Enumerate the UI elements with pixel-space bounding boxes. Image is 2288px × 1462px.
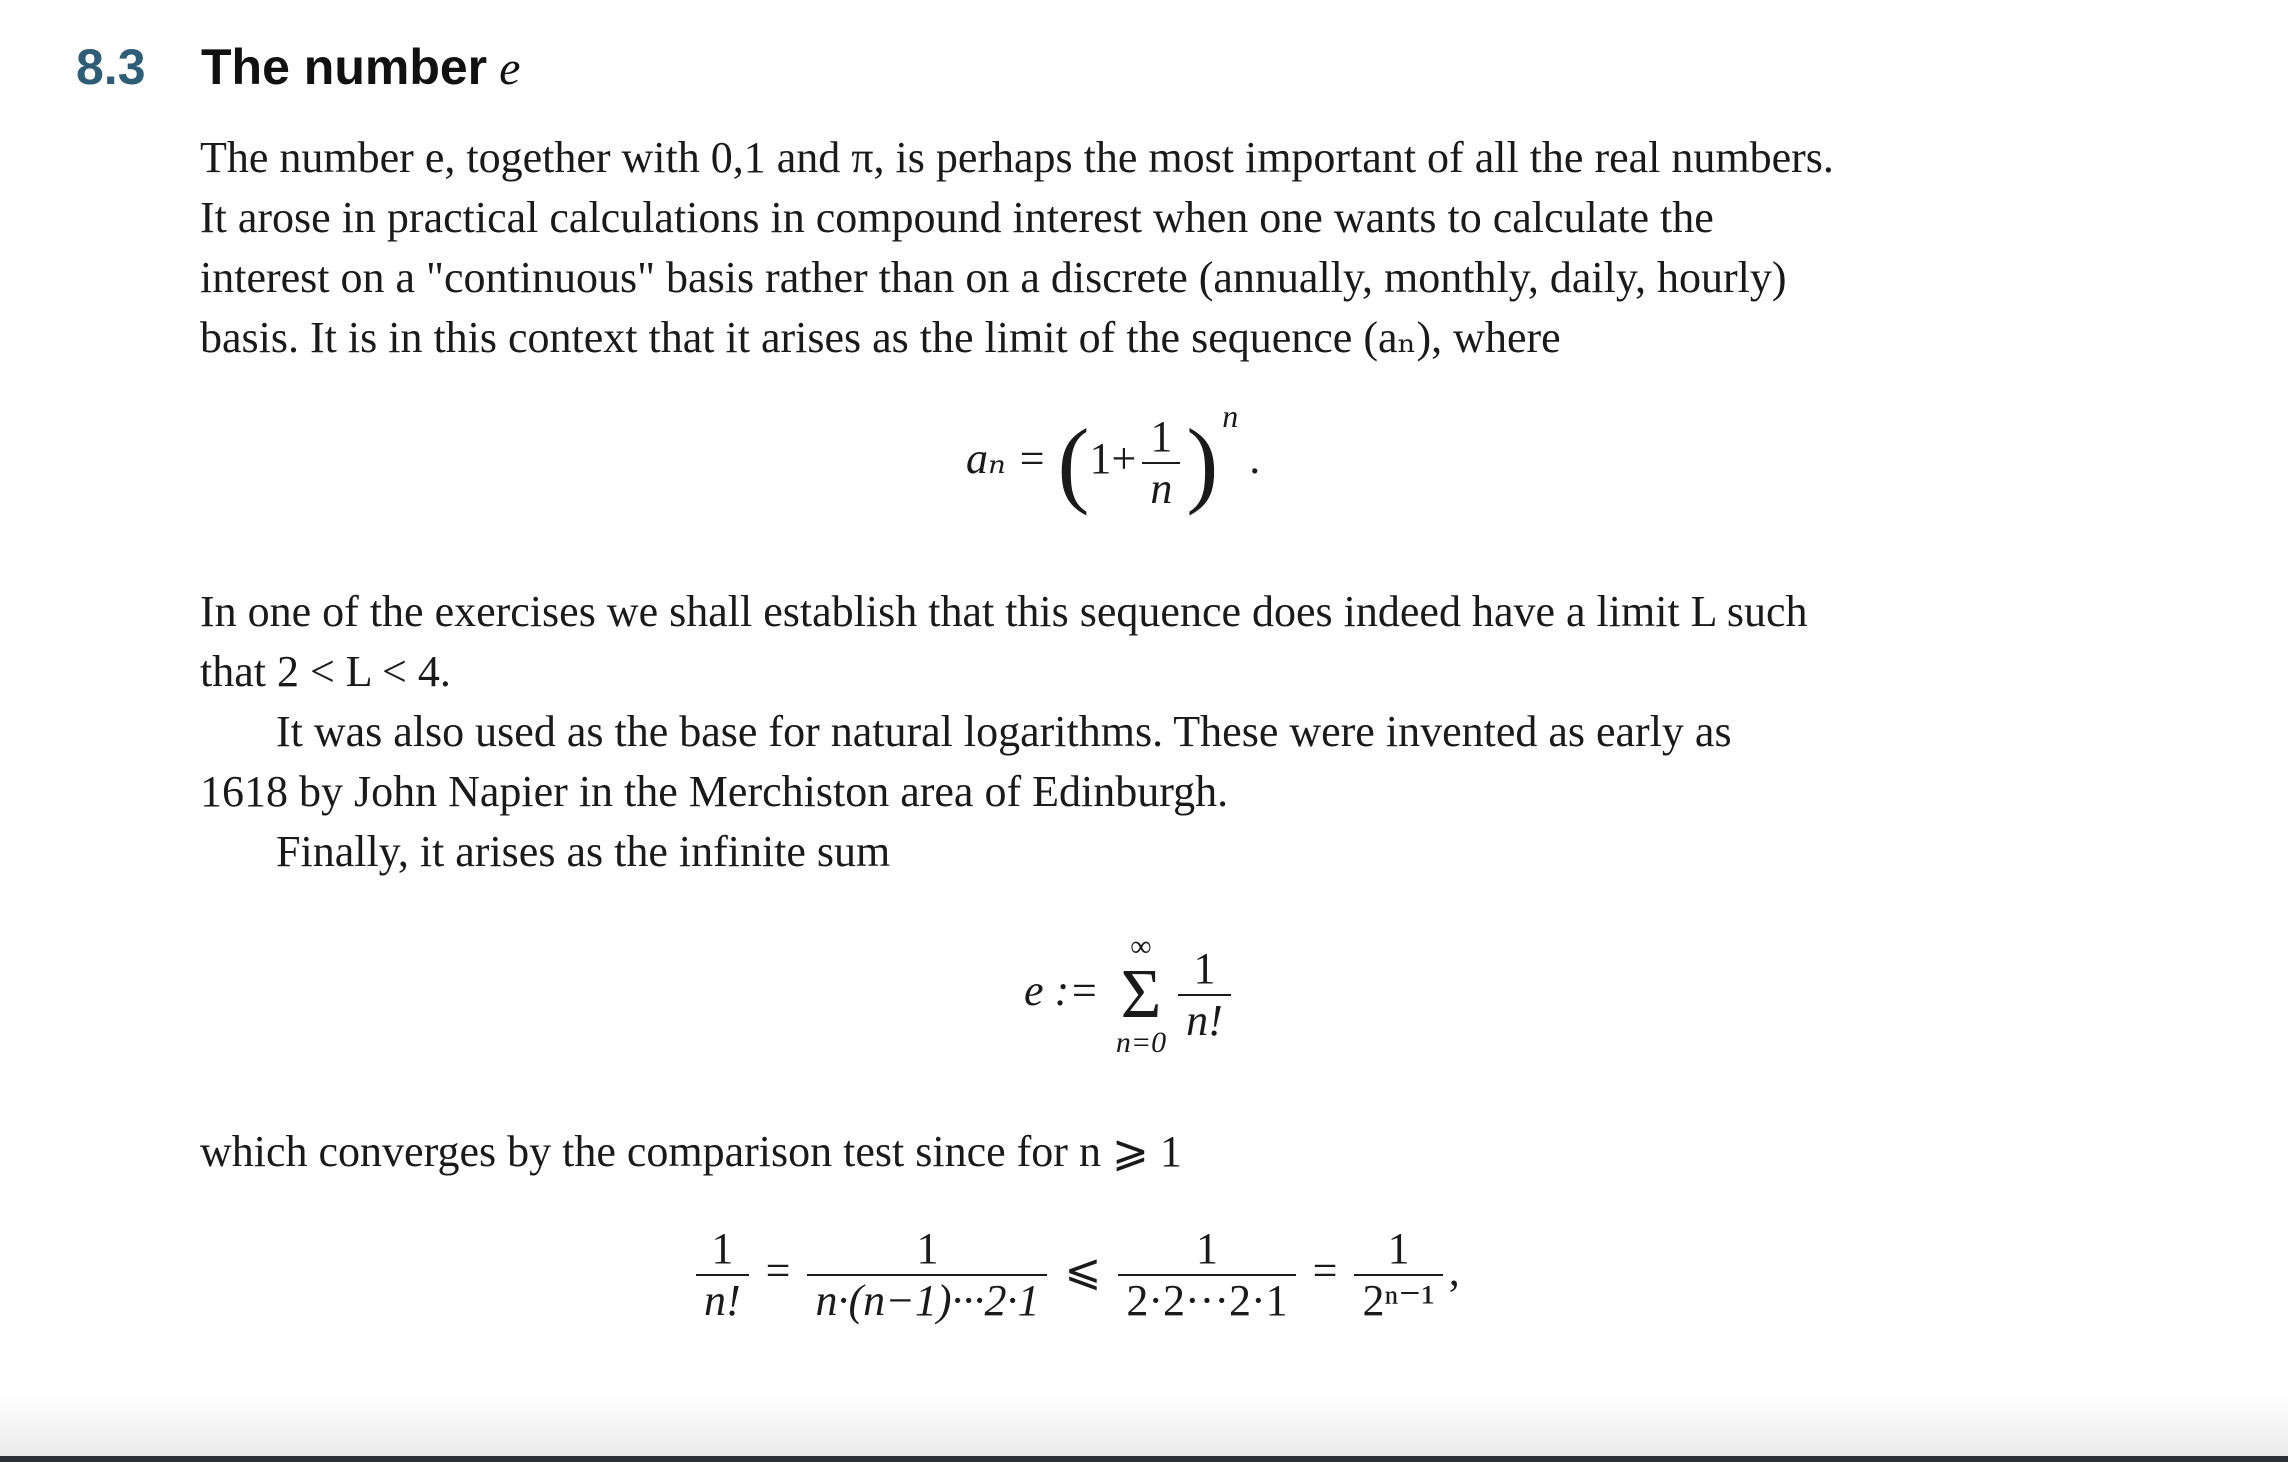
- frac-numerator: 1: [1193, 944, 1216, 993]
- text-line: interest on a "continuous" basis rather than on a discrete (annually, monthly, daily, hourly): [200, 253, 1787, 302]
- section-number: 8.3: [76, 39, 146, 95]
- frac-numerator: 1: [1150, 411, 1173, 461]
- summation: [1116, 930, 1166, 1060]
- eq-exponent: n: [1222, 398, 1239, 434]
- paragraph-logarithms: [200, 702, 2080, 822]
- frac-denominator: n·(n−1)···2·1: [807, 1274, 1047, 1326]
- section-title: The number: [201, 39, 488, 95]
- frac-numerator: 1: [711, 1224, 734, 1273]
- window-bottom-edge: [0, 1456, 2288, 1462]
- sum-lower-limit: n=0: [1115, 1026, 1167, 1059]
- equation-comparison: [690, 1224, 1460, 1326]
- eq-period: .: [1249, 434, 1261, 483]
- eq-lhs: e :=: [1024, 966, 1099, 1016]
- equation-sequence-limit: [966, 398, 1260, 514]
- text-line: which converges by the comparison test since for n ⩾ 1: [200, 1127, 1182, 1176]
- frac-numerator: 1: [1387, 1224, 1410, 1273]
- right-paren: ): [1186, 408, 1219, 516]
- equation-infinite-sum: [1024, 930, 1237, 1060]
- frac-denominator: 2ⁿ⁻¹: [1354, 1274, 1442, 1326]
- frac-denominator: n: [1142, 462, 1180, 514]
- eq-lhs: aₙ =: [966, 434, 1047, 483]
- fraction-one-over-n: [1142, 412, 1180, 514]
- text-line: that 2 < L < 4.: [200, 647, 451, 696]
- text-line: It arose in practical calculations in compound interest when one wants to calculate the: [200, 193, 1714, 242]
- eq-operator: =: [765, 1246, 791, 1296]
- fraction-2: [807, 1224, 1047, 1326]
- fraction-one-over-n-factorial: [1178, 944, 1231, 1046]
- frac-numerator: 1: [1195, 1224, 1218, 1273]
- text-line: Finally, it arises as the infinite sum: [276, 827, 891, 876]
- section-title-symbol: e: [499, 42, 521, 95]
- frac-denominator: n!: [696, 1274, 749, 1326]
- text-line: 1618 by John Napier in the Merchiston area of Edinburgh.: [200, 767, 1229, 816]
- text-line: It was also used as the base for natural logarithms. These were invented as early as: [276, 707, 1732, 756]
- frac-denominator: n!: [1178, 994, 1231, 1046]
- eq-operator: ⩽: [1064, 1246, 1102, 1296]
- paragraph-limit: [200, 582, 2080, 702]
- fraction-3: [1118, 1224, 1295, 1326]
- eq-one-plus: 1+: [1089, 434, 1137, 483]
- text-line: In one of the exercises we shall establish that this sequence does indeed have a limit L such: [200, 587, 1808, 636]
- text-line: The number e, together with 0,1 and π, is perhaps the most important of all the real numbers.: [200, 133, 1834, 182]
- eq-operator: =: [1312, 1246, 1338, 1296]
- paragraph-intro: [200, 128, 2080, 368]
- sum-upper-limit: ∞: [1130, 930, 1152, 963]
- left-paren: (: [1057, 408, 1090, 516]
- frac-denominator: 2·2···2·1: [1118, 1274, 1295, 1326]
- section-heading: [76, 38, 520, 108]
- text-line: basis. It is in this context that it arises as the limit of the sequence (aₙ), where: [200, 313, 1561, 362]
- sigma-symbol: Σ: [1120, 956, 1162, 1033]
- fraction-4: [1354, 1224, 1442, 1326]
- paragraph-infinite-sum: [200, 822, 2080, 882]
- eq-comma: ,: [1448, 1246, 1460, 1296]
- paragraph-comparison: [200, 1122, 2080, 1182]
- bottom-shadow: [0, 1394, 2288, 1462]
- frac-numerator: 1: [916, 1224, 939, 1273]
- fraction-1: [696, 1224, 749, 1326]
